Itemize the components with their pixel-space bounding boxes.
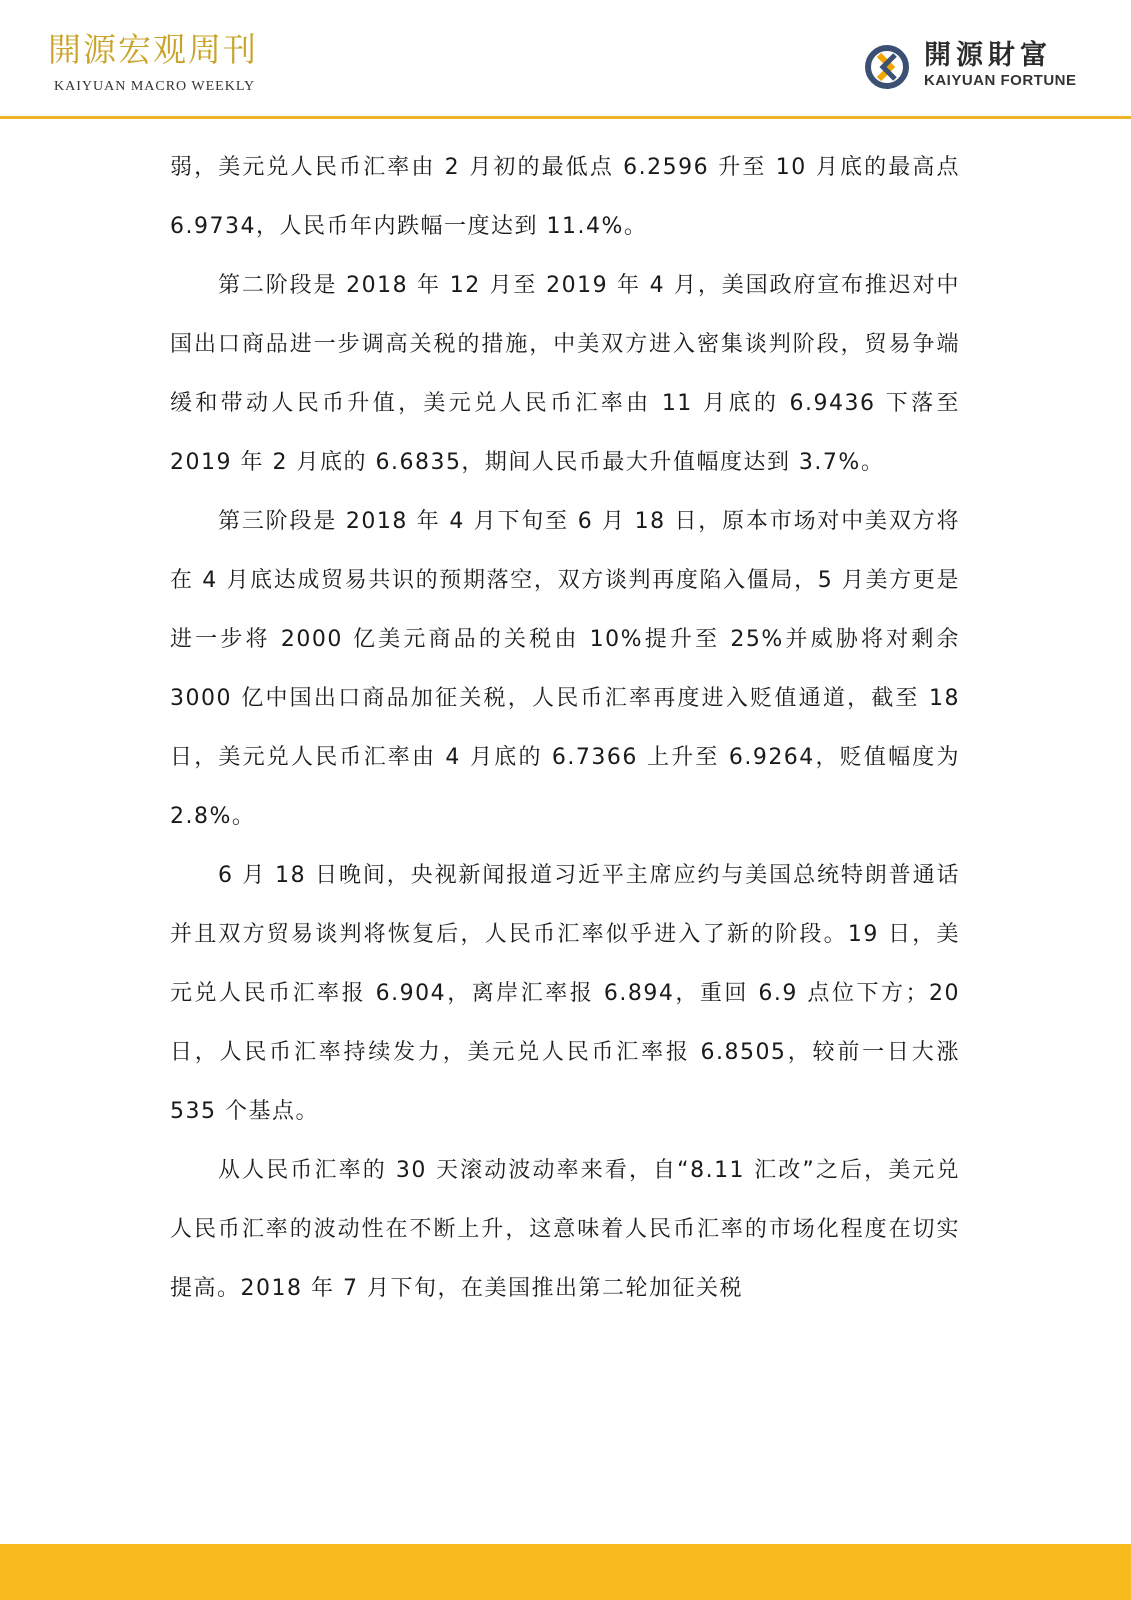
logo-name-cn: 開源財富 (924, 40, 1052, 71)
paragraph-4: 6 月 18 日晚间，央视新闻报道习近平主席应约与美国总统特朗普通话并且双方贸易谈判将恢复后，人民币汇率似乎进入了新的阶段。19 日，美元兑人民币汇率报 6.904，离岸汇率报 6.894，重回 6.9 点位下方；20 日，人民币汇率持续发力，美元兑人民币汇率报 6.8505，较前一日大涨 535 个基点。 (170, 863, 960, 1124)
publication-title: 開源宏观周刊 (48, 30, 258, 69)
kaiyuan-logo-icon (862, 42, 912, 92)
paragraph-5: 从人民币汇率的 30 天滚动波动率来看，自“8.11 汇改”之后，美元兑人民币汇率的波动性在不断上升，这意味着人民币汇率的市场化程度在切实提高。2018 年 7 月下旬，在美国推出第二轮加征关税 (170, 1158, 960, 1301)
company-logo (862, 40, 1092, 96)
paragraph-1: 弱，美元兑人民币汇率由 2 月初的最低点 6.2596 升至 10 月底的最高点 6.9734，人民币年内跌幅一度达到 11.4%。 (170, 155, 960, 239)
page-header (0, 0, 1131, 118)
paragraph-2: 第二阶段是 2018 年 12 月至 2019 年 4 月，美国政府宣布推迟对中国出口商品进一步调高关税的措施，中美双方进入密集谈判阶段，贸易争端缓和带动人民币升值，美元兑人民币汇率由 11 月底的 6.9436 下落至 2019 年 2 月底的 6.6835，期间人民币最大升值幅度达到 3.7%。 (170, 273, 960, 475)
logo-name-en: KAIYUAN FORTUNE (924, 72, 1077, 89)
article-body (170, 138, 960, 1318)
publication-subtitle: KAIYUAN MACRO WEEKLY (54, 79, 256, 94)
header-divider (0, 116, 1131, 119)
footer-band (0, 1544, 1131, 1600)
paragraph-3: 第三阶段是 2018 年 4 月下旬至 6 月 18 日，原本市场对中美双方将在 4 月底达成贸易共识的预期落空，双方谈判再度陷入僵局，5 月美方更是进一步将 2000 亿美元商品的关税由 10%提升至 25%并威胁将对剩余 3000 亿中国出口商品加征关税，人民币汇率再度进入贬值通道，截至 18 日，美元兑人民币汇率由 4 月底的 6.7366 上升至 6.9264，贬值幅度为 2.8%。 (170, 509, 960, 829)
